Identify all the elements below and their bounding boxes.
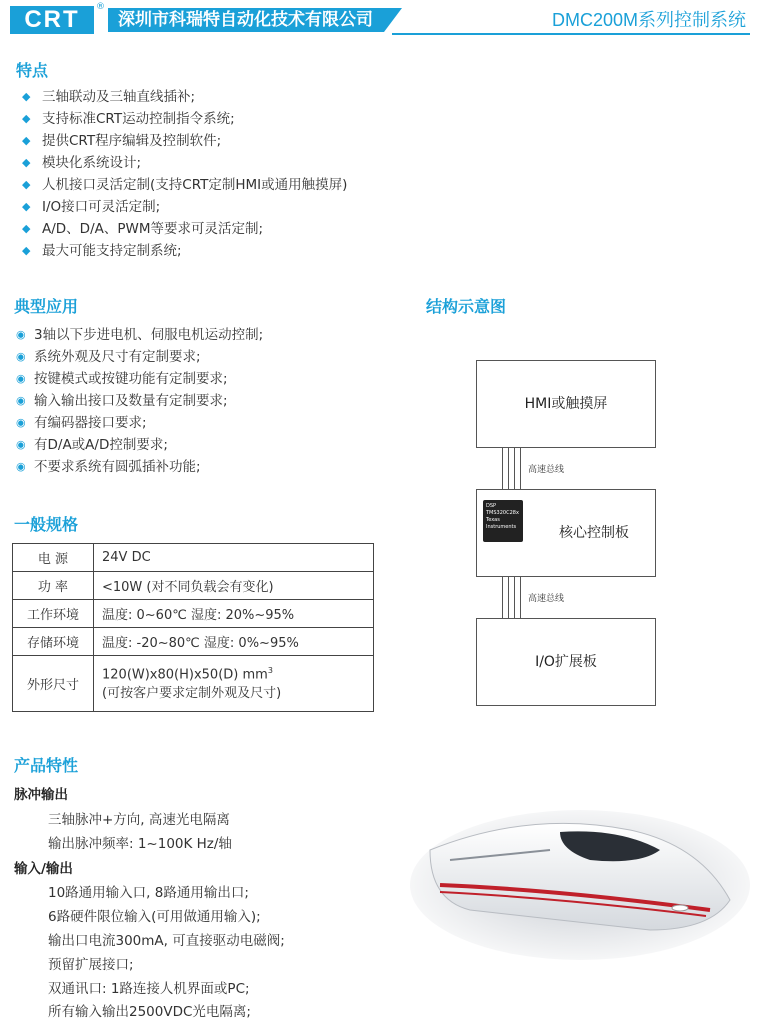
page-header [0, 0, 760, 40]
bus-label-top: 高速总线 [528, 465, 565, 475]
list-item: ◆ 支持标准CRT运动控制指令系统; [22, 108, 347, 130]
io-line: 10路通用输入口, 8路通用输出口; [48, 885, 249, 901]
spec-value [94, 656, 374, 712]
chip-maker: Texas Instruments [486, 517, 517, 530]
list-item: ◆ 提供CRT程序编辑及控制软件; [22, 130, 347, 152]
applications-title: 典型应用 [14, 297, 79, 316]
list-item: ◆ A/D、D/A、PWM等要求可灵活定制; [22, 218, 347, 240]
spec-value: <10W (对不同负载会有变化) [94, 572, 374, 600]
size-note: (可按客户要求定制外观及尺寸) [102, 686, 282, 702]
hmi-box [476, 360, 656, 448]
spec-key: 功 率 [13, 572, 94, 600]
list-item: ◆ 人机接口灵活定制(支持CRT定制HMI或通用触摸屏) [22, 174, 347, 196]
series-title: DMC200M系列控制系统 [551, 10, 746, 30]
table-row [13, 600, 374, 628]
company-name: 深圳市科瑞特自动化技术有限公司 [118, 10, 373, 30]
pulse-line: 三轴脉冲+方向, 高速光电隔离 [48, 812, 230, 828]
io-board-box [476, 618, 656, 706]
list-item: ◉ 系统外观及尺寸有定制要求; [16, 346, 263, 368]
table-row [13, 544, 374, 572]
io-line: 预留扩展接口; [48, 957, 134, 973]
spec-table [12, 543, 374, 712]
company-banner [108, 8, 384, 32]
list-item: ◉ 有D/A或A/D控制要求; [16, 434, 263, 456]
list-item: ◉ 不要求系统有圆弧插补功能; [16, 456, 263, 478]
list-item: ◉ 输入输出接口及数量有定制要求; [16, 390, 263, 412]
header-divider [392, 33, 750, 35]
io-line: 所有输入输出2500VDC光电隔离; [48, 1004, 251, 1020]
train-image [410, 790, 750, 960]
list-item: ◆ 最大可能支持定制系统; [22, 240, 347, 262]
io-line: 输出口电流300mA, 可直接驱动电磁阀; [48, 933, 285, 949]
pulse-line: 输出脉冲频率: 1~100K Hz/轴 [48, 836, 232, 852]
pulse-output-title: 脉冲输出 [14, 787, 68, 803]
features-title: 特点 [16, 61, 49, 80]
specs-title: 一般规格 [14, 515, 79, 534]
list-item: ◆ 模块化系统设计; [22, 152, 347, 174]
dsp-chip-icon [483, 500, 523, 542]
io-board-label: I/O扩展板 [535, 654, 597, 670]
list-item: ◉ 按键模式或按键功能有定制要求; [16, 368, 263, 390]
applications-list [16, 324, 263, 478]
chip-label: DSP [486, 503, 497, 509]
list-item: ◉ 3轴以下步进电机、伺服电机运动控制; [16, 324, 263, 346]
table-row [13, 572, 374, 600]
io-line: 双通讯口: 1路连接人机界面或PC; [48, 981, 250, 997]
io-title: 输入/输出 [14, 861, 73, 877]
spec-key: 存储环境 [13, 628, 94, 656]
table-row [13, 656, 374, 712]
spec-value: 24V DC [94, 544, 374, 572]
core-board-box [476, 489, 656, 577]
features-list [22, 86, 347, 262]
chip-model: TMS320C28x [486, 510, 519, 516]
hmi-label: HMI或触摸屏 [524, 396, 608, 412]
list-item: ◆ 三轴联动及三轴直线插补; [22, 86, 347, 108]
company-logo: CRT [10, 6, 94, 34]
size-dimensions: 120(W)x80(H)x50(D) mm [102, 667, 268, 683]
spec-value: 温度: -20~80℃ 湿度: 0%~95% [94, 628, 374, 656]
table-row [13, 628, 374, 656]
product-title: 产品特性 [14, 756, 79, 775]
size-unit-superscript: 3 [267, 665, 273, 675]
spec-key: 工作环境 [13, 600, 94, 628]
spec-value: 温度: 0~60℃ 湿度: 20%~95% [94, 600, 374, 628]
core-board-label: 核心控制板 [559, 525, 629, 541]
io-line: 6路硬件限位输入(可用做通用输入); [48, 909, 261, 925]
list-item: ◉ 有编码器接口要求; [16, 412, 263, 434]
bus-label-bottom: 高速总线 [528, 594, 565, 604]
list-item: ◆ I/O接口可灵活定制; [22, 196, 347, 218]
diagram-title: 结构示意图 [426, 297, 507, 316]
registered-mark-icon: ® [96, 2, 105, 12]
spec-key: 外形尺寸 [13, 656, 94, 712]
spec-key: 电 源 [13, 544, 94, 572]
